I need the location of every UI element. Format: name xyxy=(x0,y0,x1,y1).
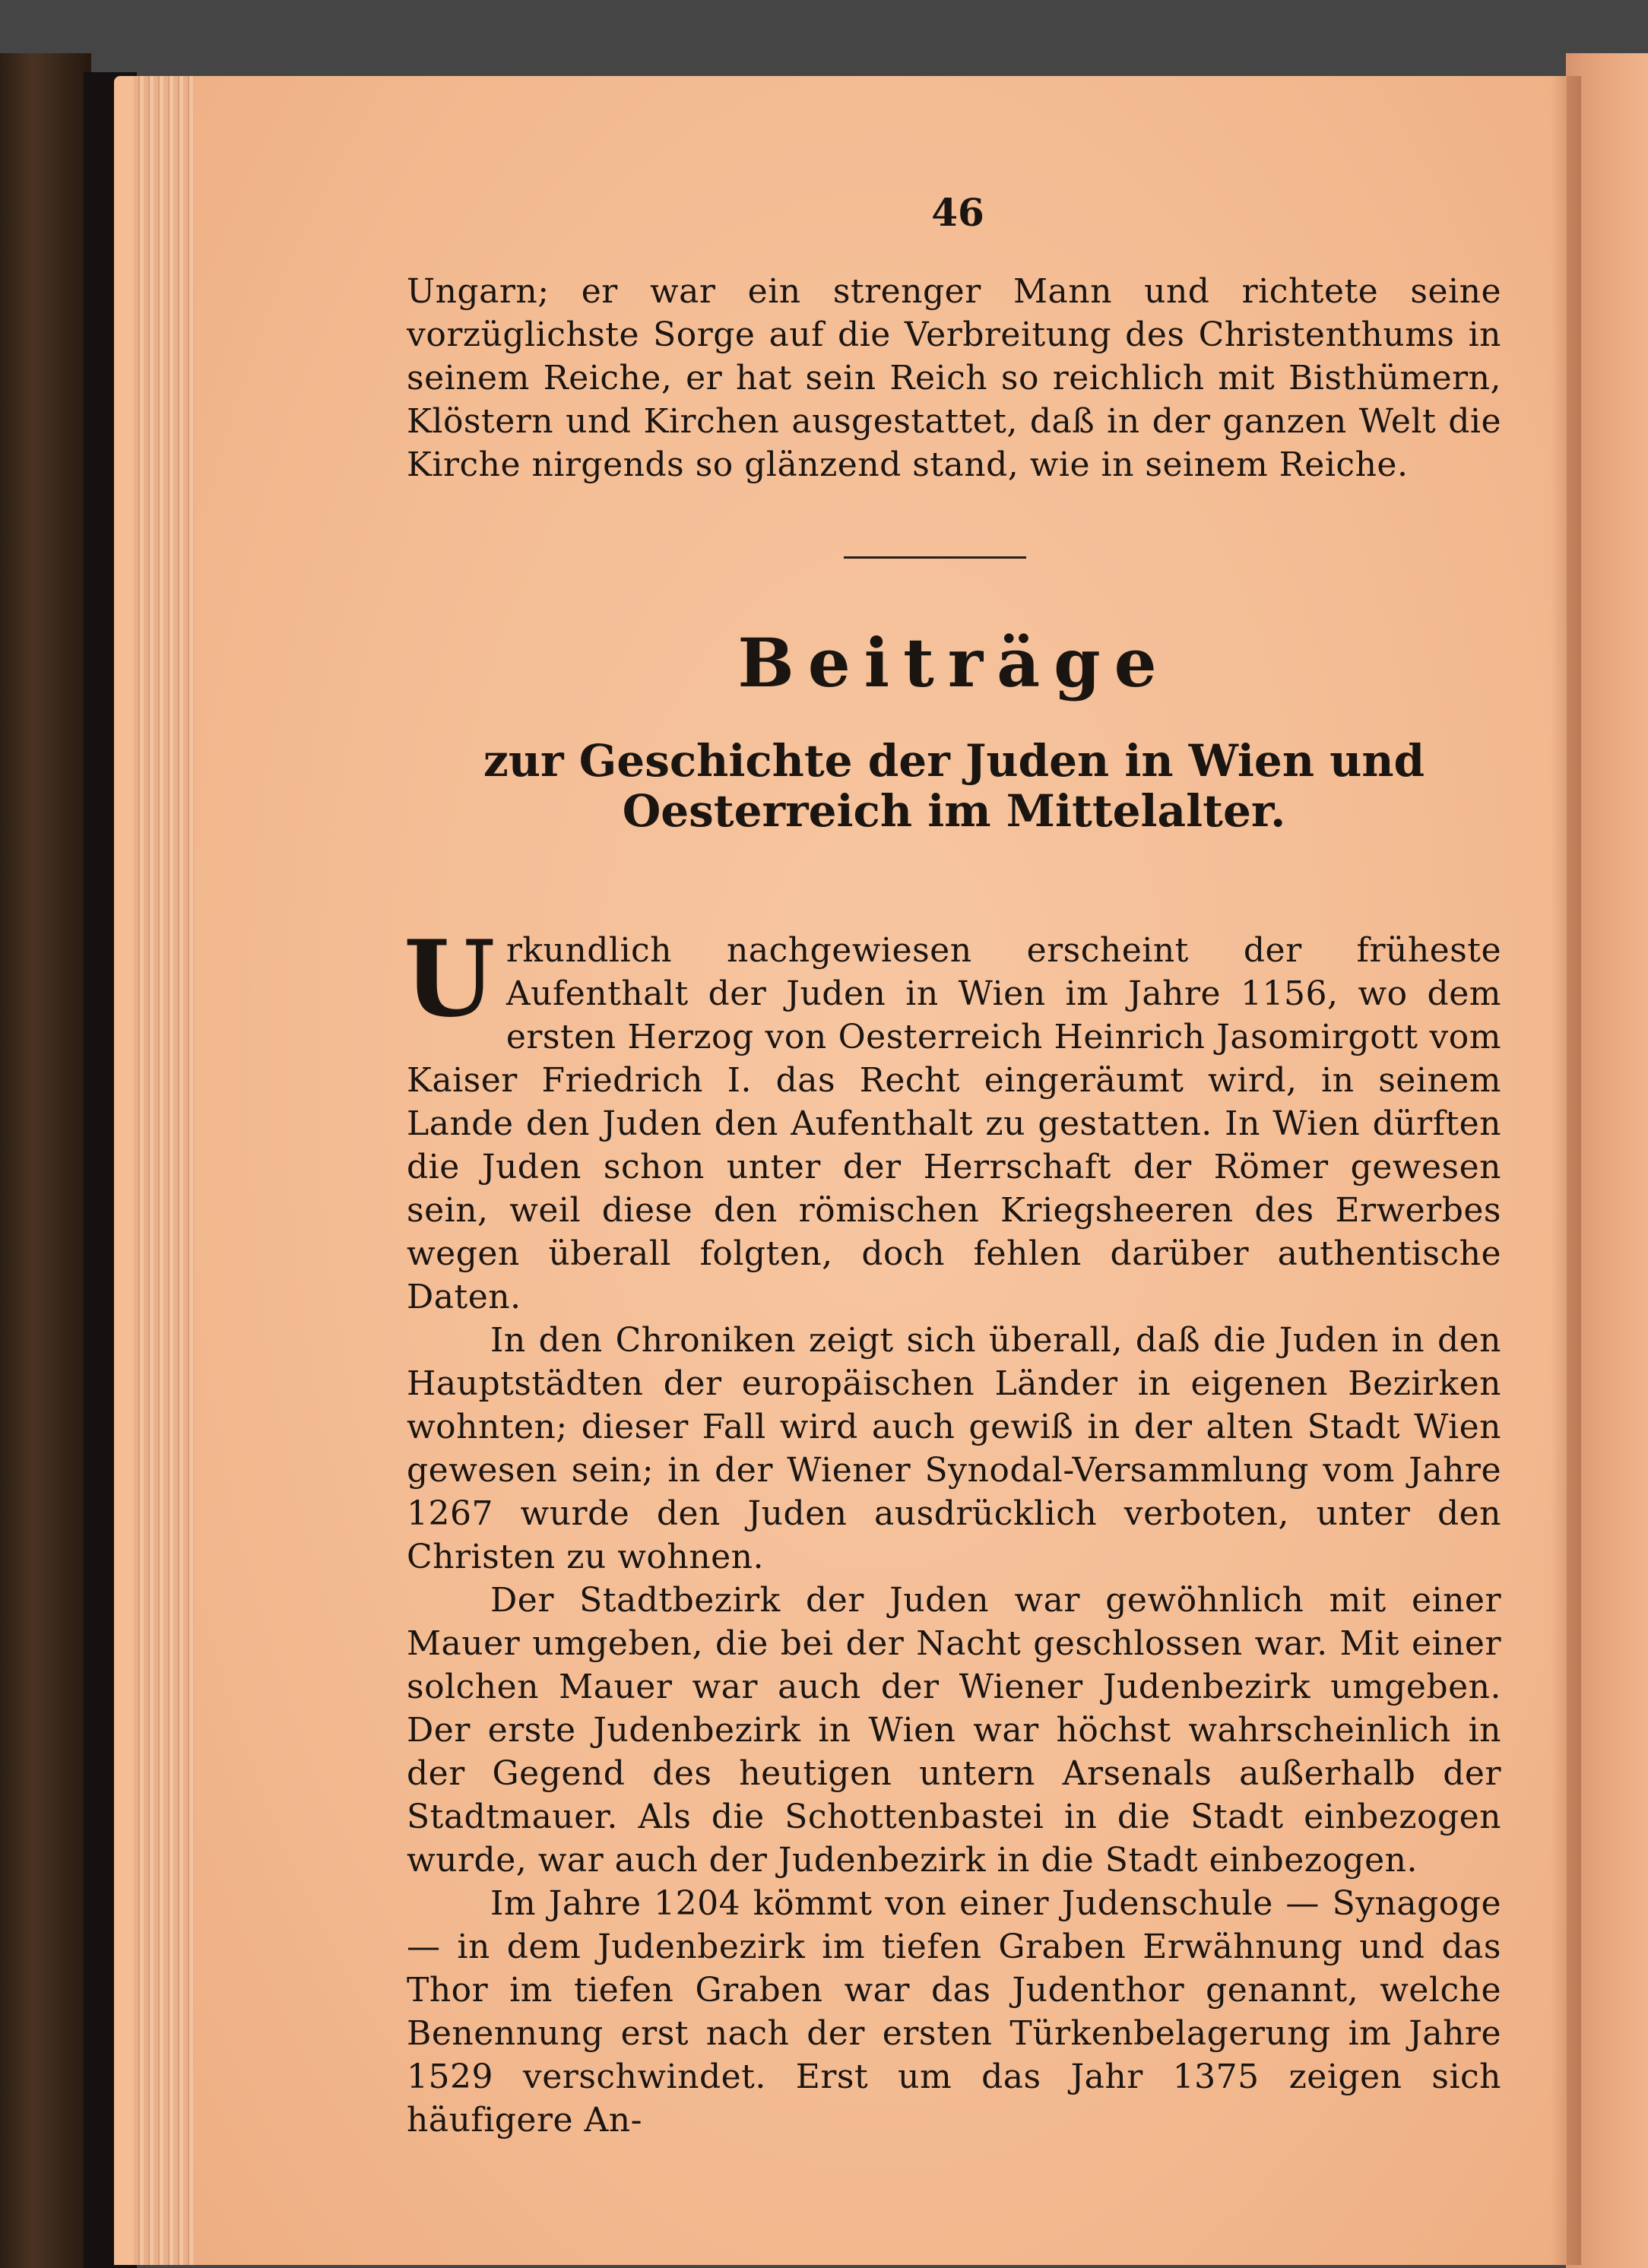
article-paragraph-1 xyxy=(404,917,1501,1319)
article-body xyxy=(404,917,1501,2142)
section-divider xyxy=(844,556,1026,559)
intro-paragraph xyxy=(407,270,1501,486)
article-subtitle: zur Geschichte der Juden in Wien und Oesterreich im Mittelalter. xyxy=(483,735,1425,837)
page-stack-edges xyxy=(134,76,195,2265)
drop-cap: U xyxy=(404,917,496,1041)
intro-paragraph-text: Ungarn; er war ein strenger Mann und richtete seine vorzüglichste Sorge auf die Verbreitung des Christenthums in seinem Reiche, er hat sein Reich so reichlich mit Bisthümern, Klöstern und Kirchen ausgestattet, daß in der ganzen Welt die Kirche nirgends so glänzend stand, wie in seinem Reiche. xyxy=(407,272,1501,484)
article-paragraph-4: Im Jahre 1204 kömmt von einer Judenschule — Synagoge — in dem Judenbezirk im tiefen Graben Erwähnung und das Thor im tiefen Graben war das Judenthor genannt, welche Benennung erst nach der ersten Türkenbelagerung im Jahre 1529 verschwindet. Erst um das Jahr 1375 zeigen sich häufigere An- xyxy=(407,1884,1501,2140)
article-paragraph-1-text: rkundlich nachgewiesen erscheint der früheste Aufenthalt der Juden in Wien im Jahre 1156, wo dem ersten Herzog von Oesterreich Heinrich Jasomirgott vom Kaiser Friedrich I. das Recht eingeräumt wird, in seinem Lande den Juden den Aufenthalt zu gestatten. In Wien dürften die Juden schon unter der Herrschaft der Römer gewesen sein, weil diese den römischen Kriegsheeren des Erwerbes wegen überall folgten, doch fehlen darüber authentische Daten. xyxy=(407,931,1501,1316)
book-cover-marbled xyxy=(0,53,91,2268)
article-paragraph-3: Der Stadtbezirk der Juden war gewöhnlich mit einer Mauer umgeben, die bei der Nacht geschlossen war. Mit einer solchen Mauer war auch der Wiener Judenbezirk umgeben. Der erste Judenbezirk in Wien war höchst wahrscheinlich in der Gegend des heutigen untern Arsenals außerhalb der Stadtmauer. Als die Schottenbastei in die Stadt einbezogen wurde, war auch der Judenbezirk in die Stadt einbezogen. xyxy=(407,1581,1501,1880)
page-number: 46 xyxy=(931,190,984,235)
article-paragraph-2: In den Chroniken zeigt sich überall, daß die Juden in den Hauptstädten der europäischen Länder in eigenen Bezirken wohnten; dieser Fall wird auch gewiß in der alten Stadt Wien gewesen sein; in der Wiener Synodal-Versammlung vom Jahre 1267 wurde den Juden ausdrücklich verboten, unter den Christen zu wohnen. xyxy=(407,1321,1501,1576)
gutter-shadow xyxy=(1551,76,1581,2265)
article-title: Beiträge xyxy=(737,623,1171,702)
